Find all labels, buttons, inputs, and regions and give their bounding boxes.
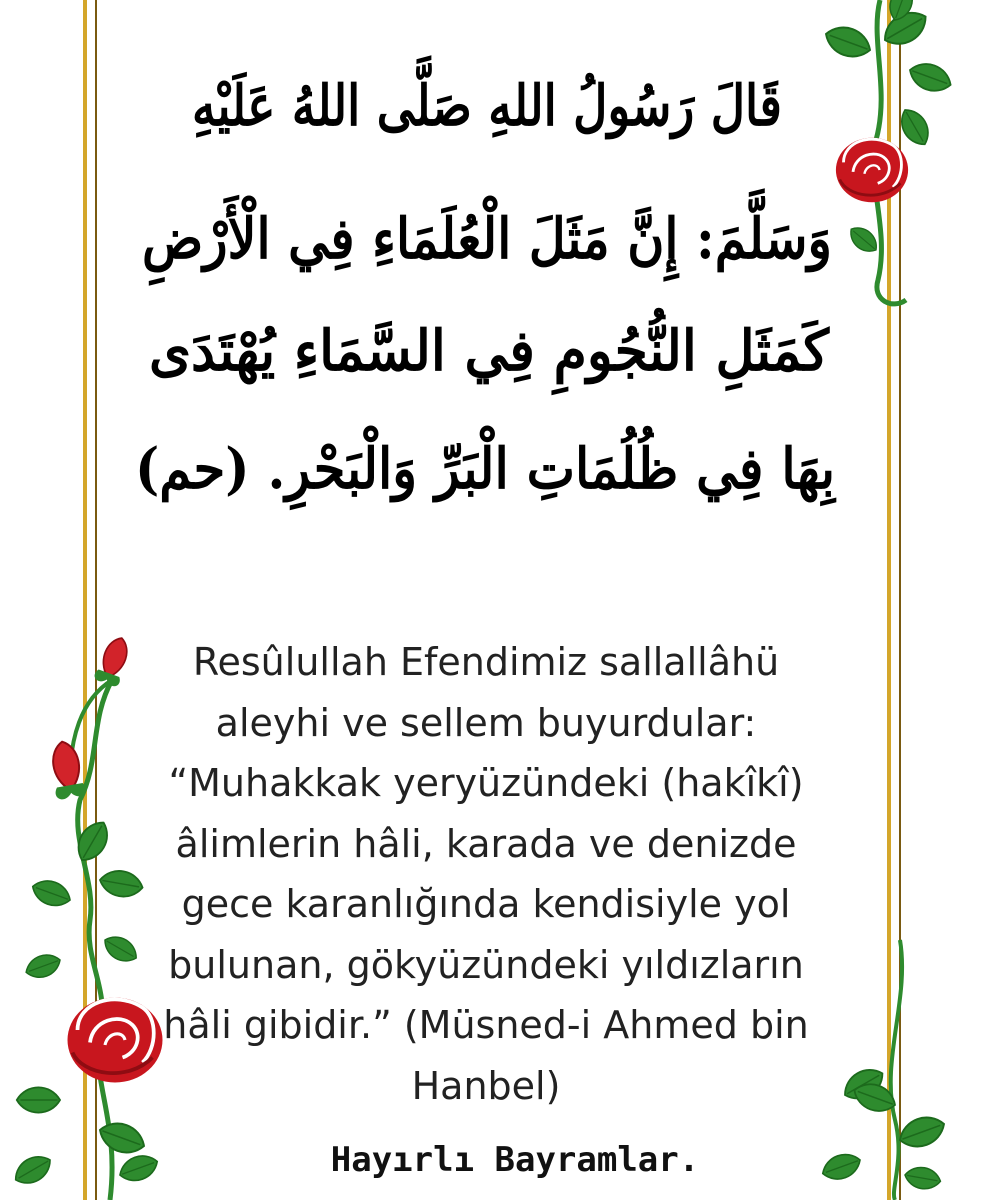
leaf-icon (95, 1117, 148, 1159)
leaf-icon (839, 1062, 889, 1105)
leaf-icon (71, 816, 114, 866)
translation-line: Resûlullah Efendimiz sallallâhü (192, 640, 780, 684)
translation-line: gece karanlığında kendisiyle yol (181, 882, 791, 926)
leaf-icon (23, 950, 64, 982)
leaf-icon (903, 1165, 942, 1192)
leaf-icon (116, 1151, 161, 1186)
leaf-icon (17, 1087, 60, 1112)
leaf-icon (29, 876, 74, 911)
turkish-translation (130, 632, 842, 1116)
leaf-icon (10, 1150, 56, 1190)
leaf-icon (895, 1111, 948, 1153)
rose-icon (47, 739, 87, 800)
arabic-line: وَسَلَّمَ: إِنَّ مَثَلَ الْعُلَمَاءِ فِي الْأَرْضِ (142, 206, 906, 272)
translation-line: hâli gibidir.” (Müsned-i Ahmed bin (163, 1003, 809, 1047)
translation-line: bulunan, gökyüzündeki yıldızların (168, 942, 804, 987)
arabic-line: بِهَا فِي ظُلُمَاتِ الْبَرِّ وَالْبَحْرِ. (حم) (135, 436, 899, 502)
translation-line: “Muhakkak yeryüzündeki (hakîkî) (168, 761, 804, 805)
arabic-line: قَالَ رَسُولُ اللهِ صَلَّى اللهُ عَلَيْهِ (192, 73, 892, 139)
translation-line: âlimlerin hâli, karada ve denizde (175, 821, 797, 866)
leaf-icon (850, 1078, 899, 1116)
translation-line: Hanbel) (411, 1063, 561, 1108)
leaf-icon (906, 58, 955, 96)
frame-right-inner-stripe (887, 0, 891, 1200)
leaf-icon (845, 222, 882, 257)
frame-right-outer-stripe (899, 0, 901, 1200)
arabic-line: كَمَثَلِ النُّجُومِ فِي السَّمَاءِ يُهْتَدَى (149, 318, 858, 384)
leaf-icon (821, 21, 874, 63)
frame-left-inner-stripe (95, 0, 97, 1200)
frame-left-outer-stripe (83, 0, 87, 1200)
translation-line: aleyhi ve sellem buyurdular: (215, 700, 757, 745)
rose-icon (93, 634, 134, 688)
greeting-text: Hayırlı Bayramlar. (330, 1140, 700, 1180)
rose-icon (836, 138, 908, 203)
